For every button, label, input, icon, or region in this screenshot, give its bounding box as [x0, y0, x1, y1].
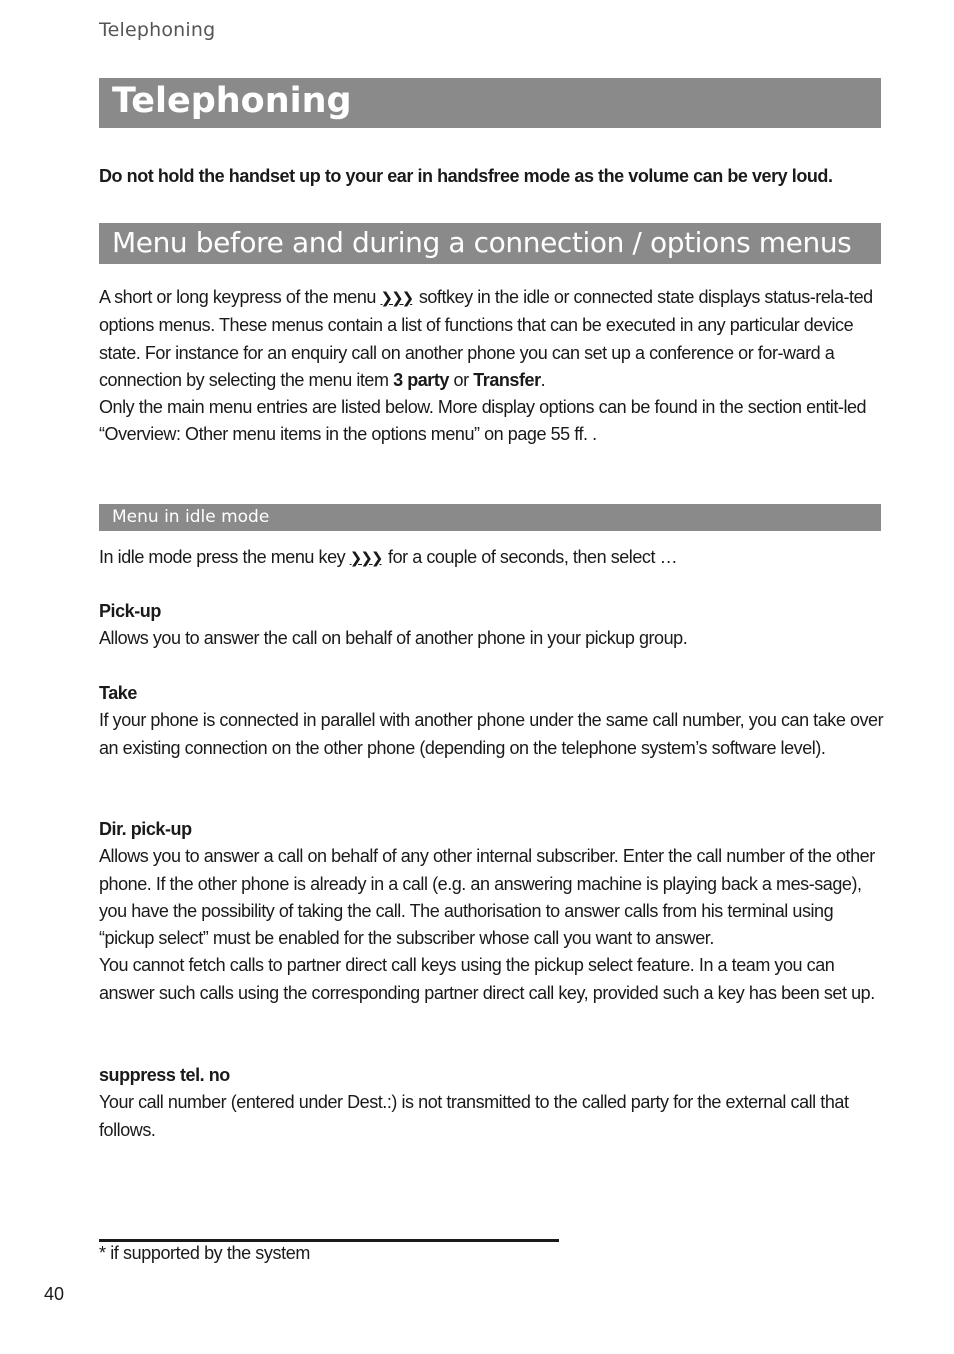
- menu-entry-description: Your call number (entered under Dest.:) is not transmitted to the called party for the external call that follows.: [99, 1092, 849, 1140]
- page-number: 40: [44, 1284, 65, 1304]
- menu-entry-description: If your phone is connected in parallel with another phone under the same call number, you can take over an existing connection on the other phone (depending on the telephone system’s software level).: [99, 710, 884, 758]
- idle-intro-text-1: In idle mode press the menu key: [99, 547, 346, 567]
- running-header: Telephoning: [99, 19, 216, 41]
- menu-item-transfer: Transfer: [473, 369, 541, 390]
- handsfree-warning: Do not hold the handset up to your ear in handsfree mode as the volume can be very loud.: [99, 166, 833, 186]
- idle-mode-intro: [99, 544, 889, 572]
- intro-paragraph-2: Only the main menu entries are listed below. More display options can be found in the section entit-led “Overview: Other menu items in the options menu” on page 55 ff. .: [99, 397, 867, 445]
- intro-paragraph: [99, 284, 889, 394]
- menu-entry-description-2: You cannot fetch calls to partner direct call keys using the pickup select feature. In a team you can answer such calls using the corresponding partner direct call key, provided such a key has been set up.: [99, 955, 875, 1003]
- intro-or: or: [453, 369, 469, 390]
- menu-entry-title: Take: [99, 683, 137, 703]
- footnote: * if supported by the system: [99, 1243, 310, 1263]
- menu-entry-description: Allows you to answer the call on behalf of another phone in your pickup group.: [99, 628, 688, 649]
- menu-entry-take: [99, 680, 889, 762]
- menu-entry-title: suppress tel. no: [99, 1065, 230, 1085]
- menu-entry-title: Dir. pick-up: [99, 819, 192, 839]
- subsection-heading: Menu in idle mode: [112, 507, 270, 527]
- idle-intro-text-2: for a couple of seconds, then select …: [388, 547, 678, 567]
- intro-text-2: softkey in the idle or connected state displays status-rela-ted options menus. These menus contain a list of functions that can be executed in any particular device state. For instance for an enquiry call on another phone you can set up a conference or for-ward a connection by selecting the menu item: [99, 287, 873, 390]
- menu-entry-pick-up: [99, 598, 889, 653]
- menu-entry-suppress-tel-no: [99, 1062, 889, 1144]
- chapter-title: Telephoning: [112, 81, 352, 121]
- intro-text-1: A short or long keypress of the menu: [99, 287, 376, 307]
- section-intro: [99, 284, 889, 449]
- section-heading: Menu before and during a connection / options menus: [112, 226, 852, 259]
- menu-key-icon: ❯❯❯: [349, 549, 382, 567]
- menu-item-3-party: 3 party: [393, 369, 449, 390]
- section-heading-bar: [99, 223, 881, 264]
- chapter-title-bar: [99, 78, 881, 128]
- menu-entry-title: Pick-up: [99, 601, 161, 621]
- menu-softkey-icon: ❯❯❯: [380, 289, 413, 307]
- subsection-heading-bar: [99, 504, 881, 531]
- menu-entry-dir-pick-up: [99, 816, 889, 1007]
- intro-end: .: [540, 369, 546, 390]
- menu-entry-description: Allows you to answer a call on behalf of any other internal subscriber. Enter the call number of the other phone. If the other phone is already in a call (e.g. an answering machine is playing back a mes-sage), you have the possibility of taking the call. The authorisation to answer calls from his terminal using “pickup select” must be enabled for the subscriber whose call you want to answer.: [99, 846, 875, 949]
